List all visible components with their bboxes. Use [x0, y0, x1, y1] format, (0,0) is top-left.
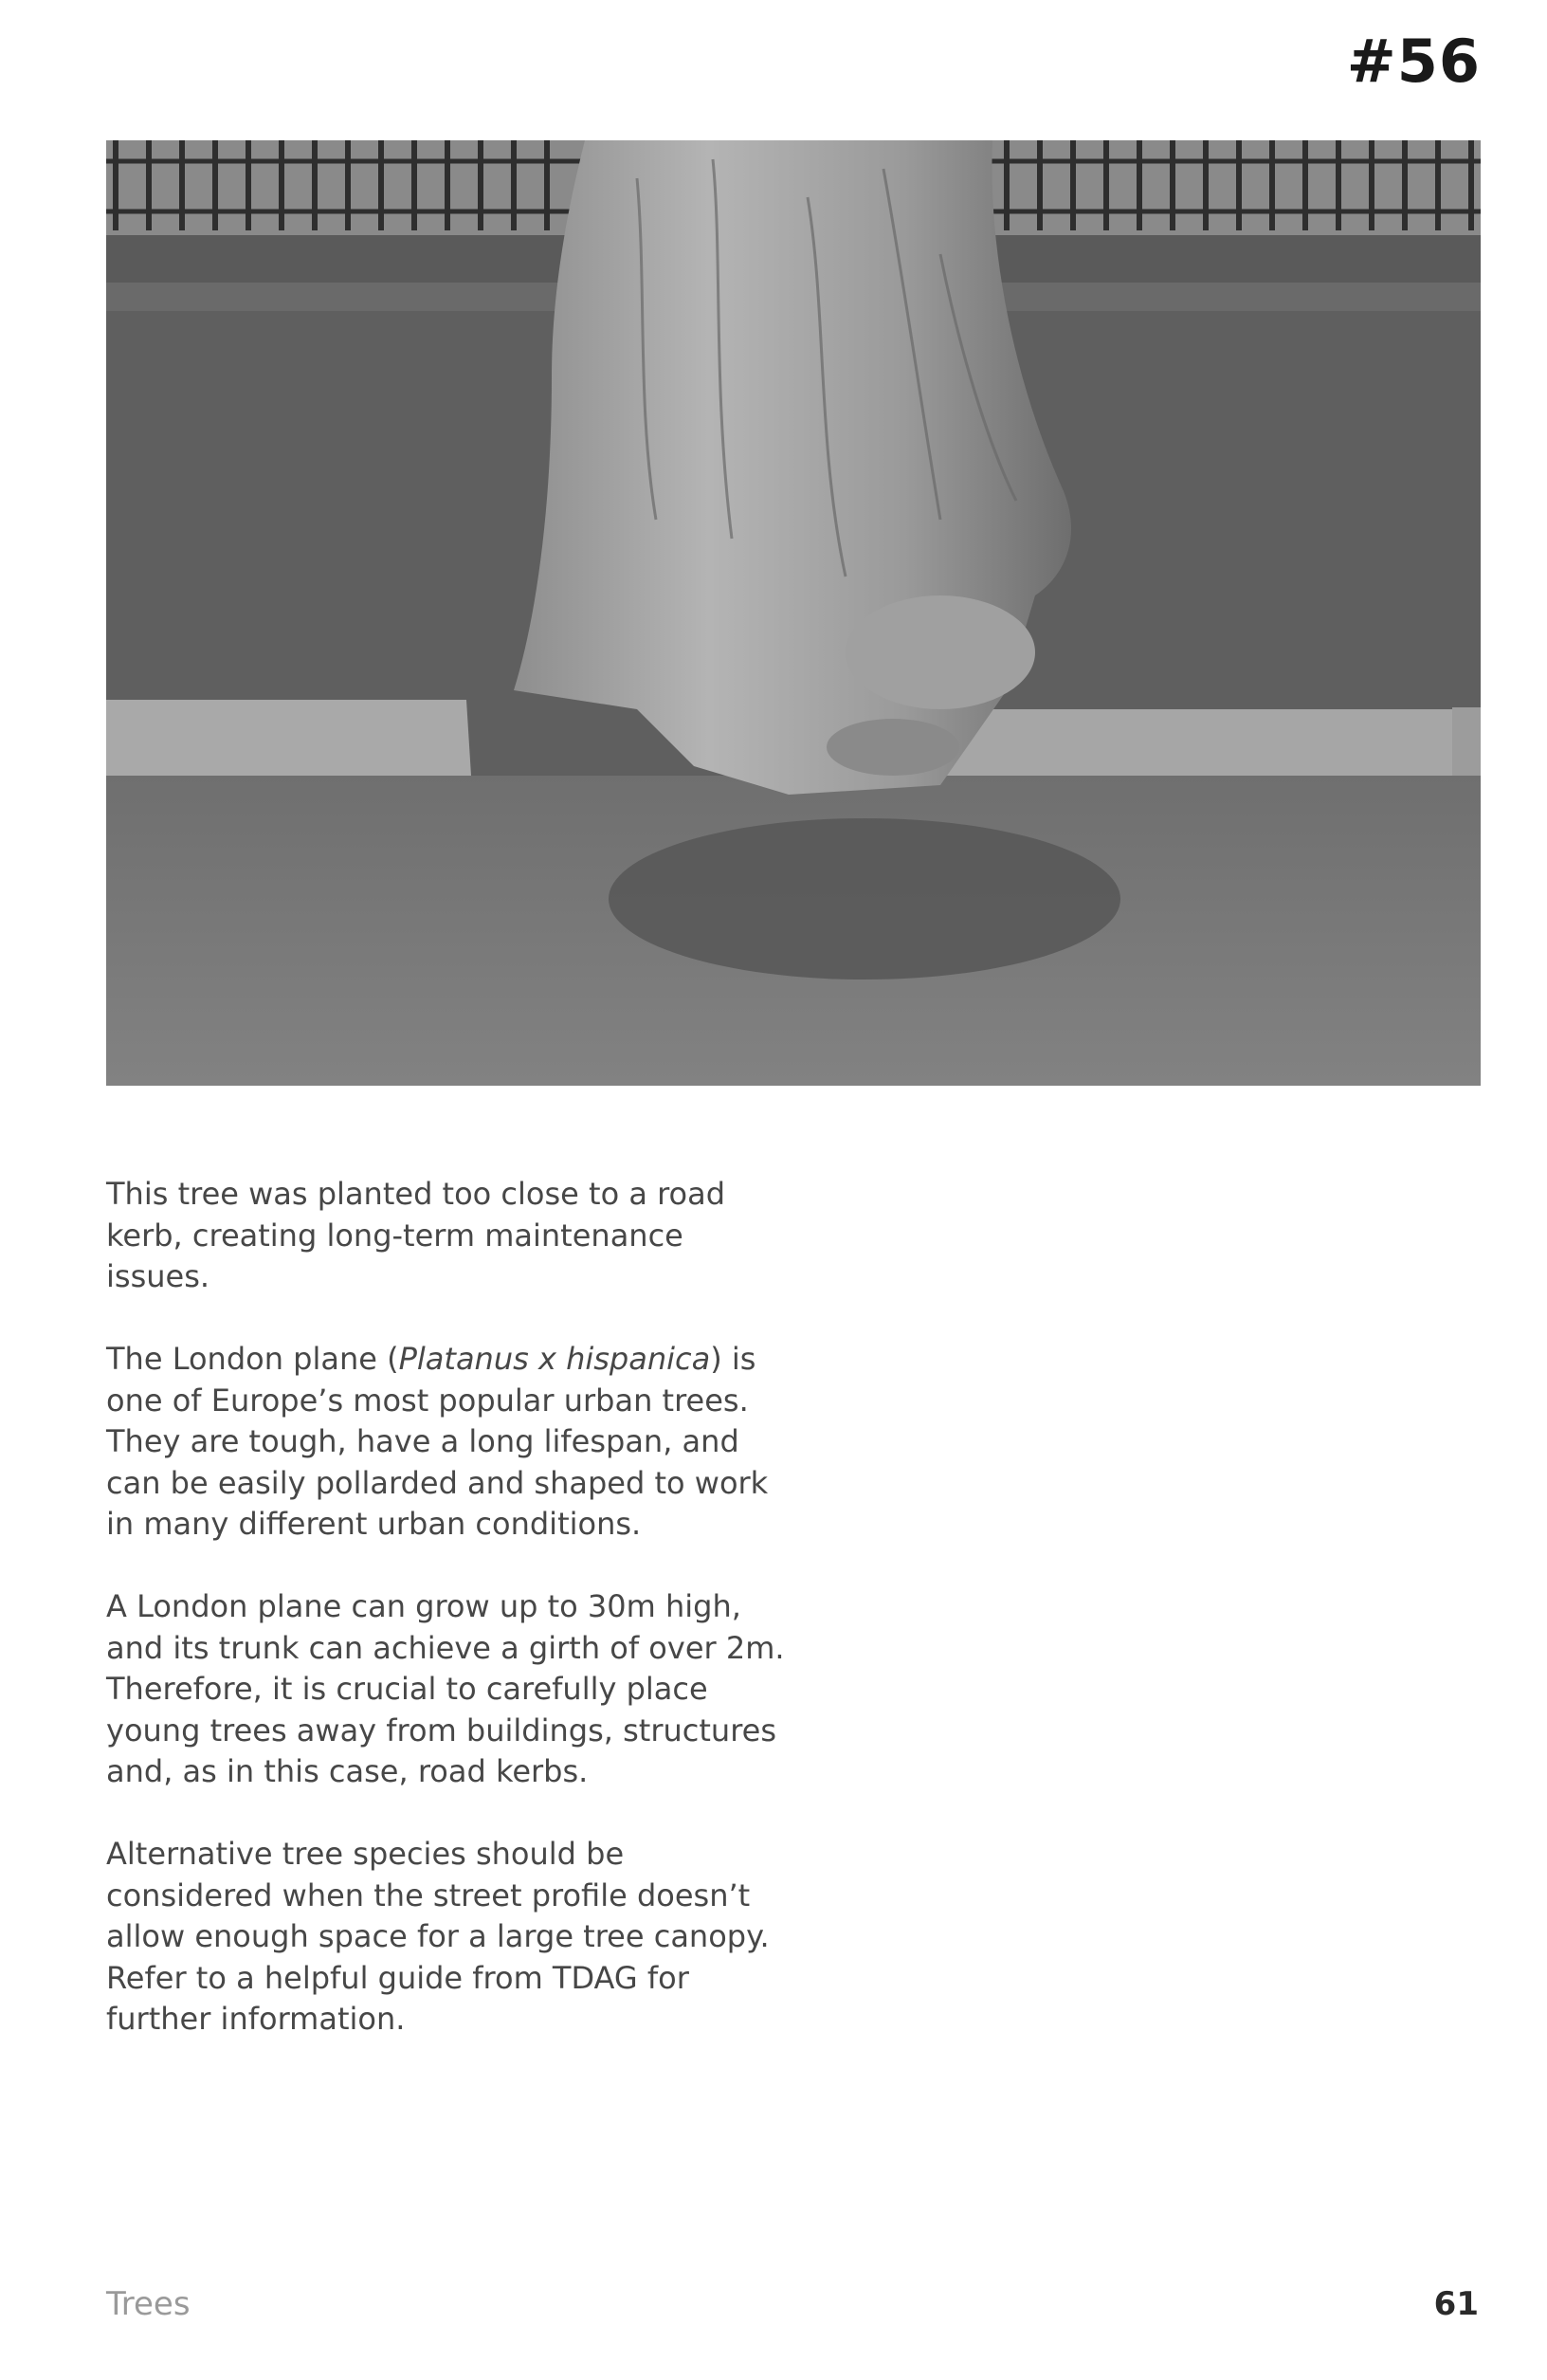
species-name: Platanus x hispanica [398, 1341, 711, 1377]
page-number: 61 [1433, 2285, 1479, 2323]
paragraph-2-end: ) is one of Europe’s most popular urban trees. They are tough, have a long lifespan, and can be easily pollarded and shaped to work in many different urban conditions. [106, 1341, 769, 1542]
entry-number: #56 [1346, 27, 1481, 96]
tree-photo [106, 140, 1481, 1086]
body-text [106, 1174, 789, 2081]
footer-section-title: Trees [106, 2285, 191, 2323]
paragraph-2 [106, 1339, 789, 1546]
paragraph-3: A London plane can grow up to 30m high, and its trunk can achieve a girth of over 2m. Therefore, it is crucial to carefully place young trees away from buildings, structures and, as in this case, road kerbs. [106, 1588, 785, 1789]
paragraph-1: This tree was planted too close to a road kerb, creating long-term maintenance issues. [106, 1176, 726, 1294]
paragraph-4: Alternative tree species should be considered when the street profile doesn’t allow enough space for a large tree canopy. Refer to a helpful guide from TDAG for further information. [106, 1836, 770, 2037]
paragraph-2-start: The London plane ( [106, 1341, 399, 1377]
